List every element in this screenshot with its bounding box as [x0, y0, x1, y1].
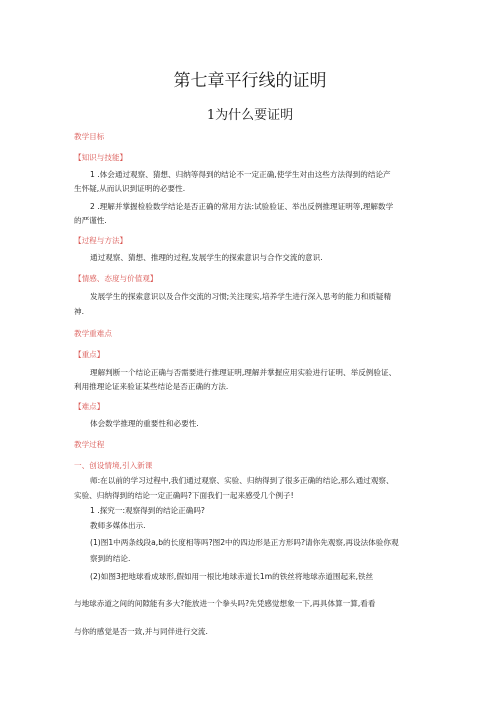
paragraph-line: 发展学生的探索意识以及合作交流的习惯;关注现实,培养学生进行深入思考的能力和质疑精 — [90, 292, 392, 301]
paragraph-line: 教师多媒体出示. — [90, 521, 146, 530]
paragraph-line: (1)图1中两条线段a,b的长度相等吗?图2中的四边形是正方形吗?请你先观察,再设法体验你观 — [90, 538, 399, 547]
section-heading-process: 教学过程 — [74, 440, 105, 449]
document-title: 第七章平行线的证明 — [173, 71, 327, 91]
subheading-attitude: 【情感、态度与价值观】 — [74, 274, 158, 283]
subheading-process: 【过程与方法】 — [74, 236, 128, 245]
paragraph-line: 的严谨性. — [74, 216, 107, 225]
document-subtitle: 1为什么要证明 — [206, 108, 294, 123]
paragraph-line: 通过观察、猜想、推理的过程,发展学生的探索意识与合作交流的意识. — [90, 253, 323, 262]
paragraph-line: 1 .体会通过观察、猜想、归纳等得到的结论不一定正确,使学生对由这些方法得到的结论产 — [90, 170, 391, 179]
subheading-focus: 【重点】 — [74, 350, 105, 359]
paragraph-line: 与地球赤道之间的间隙能有多大?能放进一个拳头吗?先凭感觉想象一下,再具体算一算,看看 — [74, 599, 376, 608]
paragraph-line: 察到的结论. — [90, 554, 131, 563]
section-heading-key-points: 教学重难点 — [74, 329, 112, 338]
paragraph-line: 体会数学推理的重要性和必要性. — [90, 419, 199, 428]
paragraph-line: 生怀疑,从而认识到证明的必要性. — [74, 184, 186, 193]
paragraph-line: 师:在以前的学习过程中,我们通过观察、实验、归纳得到了很多正确的结论,那么通过观察、 — [90, 476, 394, 485]
paragraph-line: 神. — [74, 307, 85, 316]
paragraph-line: 理解判断一个结论正确与否需要进行推理证明,理解并掌握应用实验进行证明、举反例验证、 — [90, 368, 397, 377]
section-heading-objectives: 教学目标 — [74, 132, 105, 141]
paragraph-line: (2)如图3把地球看成球形,假如用一根比地球赤道长1m的铁丝将地球赤道围起来,铁丝 — [90, 572, 374, 581]
subheading-knowledge: 【知识与技能】 — [74, 153, 128, 162]
paragraph-line: 与你的感觉是否一致,并与同伴进行交流. — [74, 627, 208, 636]
paragraph-line: 利用推理论证来验证某些结论是否正确的方法. — [74, 382, 229, 391]
paragraph-line: 1 .探究一:观察得到的结论正确吗? — [90, 506, 205, 515]
subheading-scenario: 一、创设情境,引入新课 — [74, 461, 153, 470]
subheading-difficulty: 【难点】 — [74, 402, 105, 411]
paragraph-line: 实验、归纳得到的结论一定正确吗?下面我们一起来感受几个例子! — [74, 491, 294, 500]
paragraph-line: 2 .理解并掌握检验数学结论是否正确的常用方法:试验验证、举出反例推理证明等,理解数学 — [90, 202, 394, 211]
